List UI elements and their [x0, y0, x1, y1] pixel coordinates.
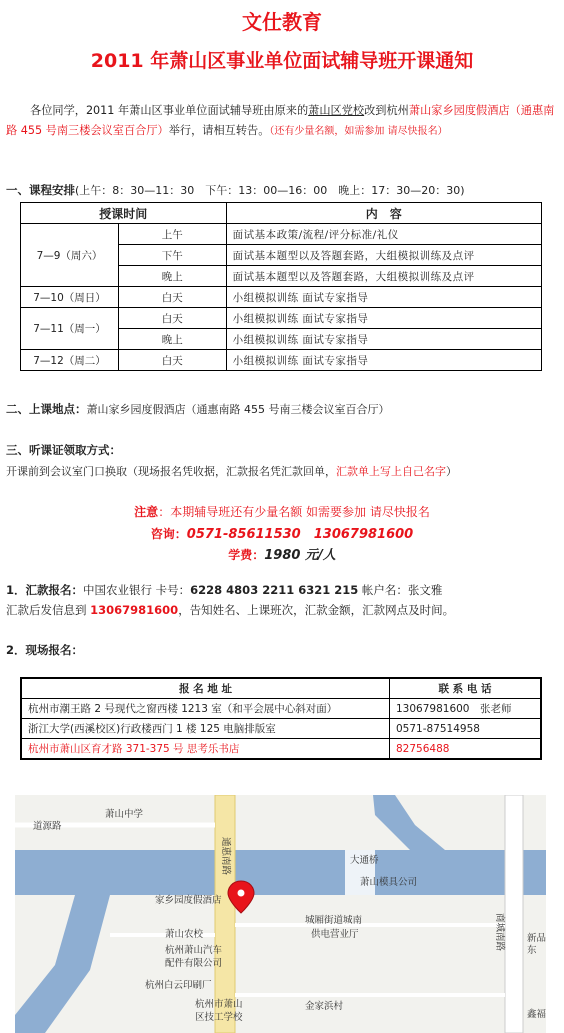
consult-line	[0, 523, 564, 542]
slot-cell: 晚上	[119, 329, 227, 350]
certificate-heading: 三、听课证领取方式：	[6, 443, 121, 457]
table-header-row	[21, 203, 542, 224]
date-cell: 7—11（周一）	[21, 308, 119, 350]
phone-cell: 13067981600 张老师	[390, 699, 542, 719]
intro-note: （还有少量名额，如需参加 请尽快报名）	[269, 126, 448, 137]
map-label-xinpin: 新品	[527, 933, 546, 944]
content-cell: 小组模拟训练 面试专家指导	[226, 287, 541, 308]
notice-text: ：本期辅导班还有少量名额 如需要参加 请尽快报名	[158, 505, 430, 519]
table-row	[21, 287, 542, 308]
map-label-bridge: 大通桥	[350, 855, 379, 866]
fee-amount: 1980 元/人	[264, 548, 336, 563]
consult-phones: 0571-85611530 13067981600	[186, 527, 414, 542]
slot-cell: 下午	[119, 245, 227, 266]
river-horizontal	[15, 850, 546, 895]
location-map[interactable]	[15, 795, 546, 1033]
org-title: 文仕教育	[242, 10, 322, 34]
venue-heading: 二、上课地点：	[6, 402, 87, 416]
map-label-factory: 萧山模具公司	[360, 877, 418, 888]
content-cell: 小组模拟训练 面试专家指导	[226, 329, 541, 350]
map-label-xinpin-2: 东	[527, 945, 537, 956]
map-label-office: 城厢街道城南	[305, 915, 363, 926]
certificate-line	[6, 463, 457, 479]
table-row	[21, 739, 541, 760]
map-canvas	[15, 795, 546, 1033]
remit-heading: 1．汇款报名：	[6, 583, 84, 597]
map-label-hotel: 家乡园度假酒店	[155, 895, 222, 906]
remit-holder: 帐户名：张文雅	[358, 583, 443, 597]
content-cell: 面试基本政策/流程/评分标准/礼仪	[226, 224, 541, 245]
schedule-heading: 一、课程安排	[6, 183, 75, 197]
notice-label: 注意	[134, 505, 159, 519]
address-cell: 杭州市潮王路 2 号现代之窗西楼 1213 室（和平会展中心斜对面）	[21, 699, 390, 719]
map-label-main-road: 通惠南路	[220, 837, 231, 876]
phone-cell: 82756488	[390, 739, 542, 760]
intro-paragraph	[6, 101, 558, 142]
content-cell: 小组模拟训练 面试专家指导	[226, 350, 541, 371]
address-cell: 浙江大学(西溪校区)行政楼西门 1 楼 125 电脑排版室	[21, 719, 390, 739]
address-cell: 杭州市萧山区育才路 371-375 号 思考乐书店	[21, 739, 390, 760]
content-cell: 小组模拟训练 面试专家指导	[226, 308, 541, 329]
slot-cell: 上午	[119, 224, 227, 245]
table-row	[21, 350, 542, 371]
certificate-text: 开课前到会议室门口换取（现场报名凭收据，汇款报名凭汇款回单，	[6, 465, 336, 478]
intro-text-2: 改到杭州	[364, 104, 409, 117]
remit-phone: 13067981600	[90, 603, 179, 617]
registration-table	[20, 677, 542, 760]
phone-cell: 0571-87514958	[390, 719, 542, 739]
map-label-auto-2: 配件有限公司	[165, 958, 223, 969]
onsite-heading: 2．现场报名：	[6, 643, 84, 657]
map-label-jinjia: 金家浜村	[305, 1001, 344, 1012]
slot-cell: 白天	[119, 350, 227, 371]
col-phone-header: 联 系 电 话	[390, 678, 542, 699]
new-venue: 萧山家乡园度假酒店（通惠南路 455 号南三楼会议室百合厅）	[6, 104, 555, 137]
remit-card: 6228 4803 2211 6321 215	[190, 583, 359, 597]
certificate-end: ）	[446, 465, 457, 478]
intro-text-1: 各位同学，2011 年萧山区事业单位面试辅导班由原来的	[30, 104, 309, 117]
certificate-highlight: 汇款单上写上自己名字	[336, 465, 446, 478]
slot-cell: 白天	[119, 287, 227, 308]
old-venue: 萧山区党校	[308, 104, 365, 117]
map-label-nongxiao: 萧山农校	[165, 929, 204, 940]
table-row	[21, 308, 542, 329]
map-label-road-2: 商城南路	[494, 913, 505, 952]
fee-label: 学费：	[228, 548, 265, 562]
map-label-print: 杭州白云印刷厂	[145, 980, 212, 991]
venue-line	[6, 401, 390, 417]
map-label-tech: 杭州市萧山	[195, 999, 243, 1010]
fee-line	[0, 544, 564, 563]
col-address-header: 报 名 地 址	[21, 678, 390, 699]
map-label-road: 道源路	[33, 821, 62, 832]
content-cell: 面试基本题型以及答题套路，大组模拟训练及点评	[226, 266, 541, 287]
pin-center	[238, 890, 245, 897]
table-row	[21, 699, 541, 719]
schedule-table	[20, 202, 542, 371]
col-time-header: 授课时间	[21, 203, 227, 224]
consult-label: 咨询：	[150, 527, 187, 541]
schedule-heading-line	[6, 182, 465, 198]
slot-cell: 白天	[119, 308, 227, 329]
slot-cell: 晚上	[119, 266, 227, 287]
remit-text-a: 汇款后发信息到	[6, 603, 91, 617]
table-header-row	[21, 678, 541, 699]
road-shangcheng	[505, 795, 523, 1033]
remit-line-1	[6, 582, 442, 598]
map-label-auto: 杭州萧山汽车	[165, 945, 223, 956]
intro-text-3: 举行，请相互转告。	[168, 124, 270, 137]
map-label-office-2: 供电营业厅	[311, 929, 359, 940]
table-row	[21, 719, 541, 739]
remit-text-b: ，告知姓名、上课班次，汇款金额，汇款网点及时间。	[178, 603, 455, 617]
map-label-tech-2: 区技工学校	[195, 1012, 243, 1023]
map-label-xinhe: 鑫福	[527, 1009, 546, 1020]
schedule-times: (上午：8：30—11：30 下午：13：00—16：00 晚上：17：30—20：30)	[75, 184, 465, 197]
notice-title: 2011 年萧山区事业单位面试辅导班开课通知	[90, 50, 474, 72]
remit-line-2	[6, 602, 454, 618]
venue-text: 萧山家乡园度假酒店（通惠南路 455 号南三楼会议室百合厅）	[86, 403, 390, 416]
remit-bank: 中国农业银行 卡号：	[83, 583, 191, 597]
table-row	[21, 224, 542, 245]
date-cell: 7—10（周日）	[21, 287, 119, 308]
map-label-school: 萧山中学	[105, 809, 144, 820]
content-cell: 面试基本题型以及答题套路，大组模拟训练及点评	[226, 245, 541, 266]
notice-line	[0, 503, 564, 520]
date-cell: 7—9（周六）	[21, 224, 119, 287]
col-content-header: 内 容	[226, 203, 541, 224]
date-cell: 7—12（周二）	[21, 350, 119, 371]
road-tonghui	[215, 795, 235, 1033]
